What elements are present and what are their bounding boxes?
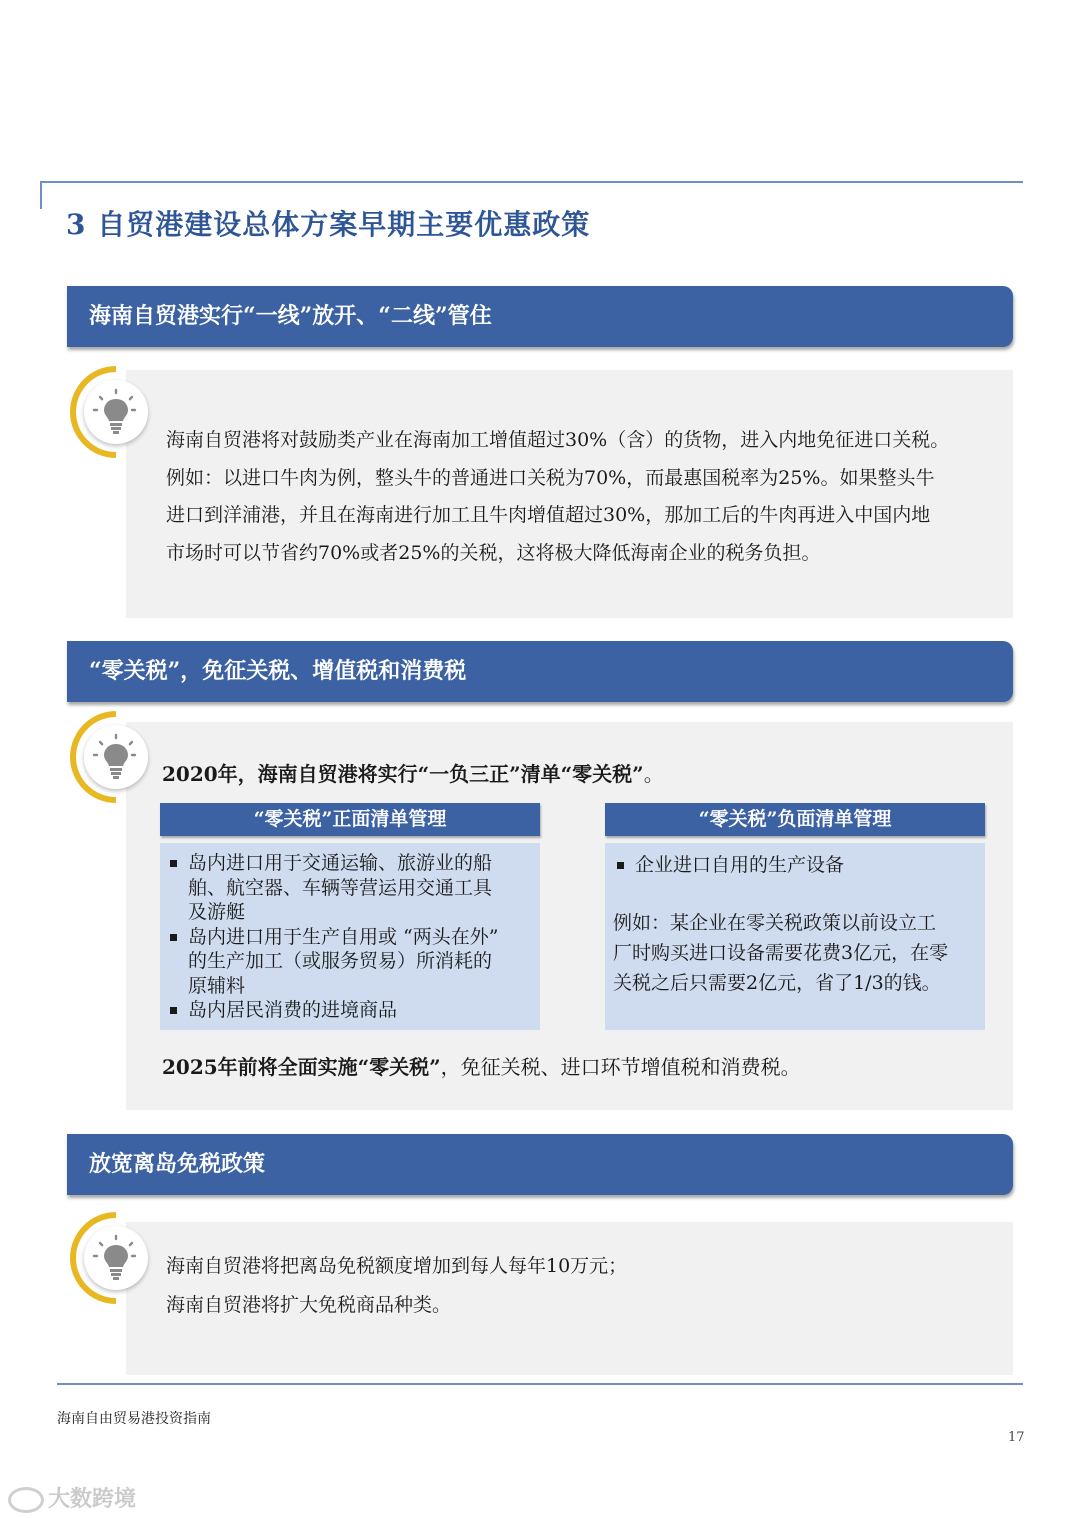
top-divider-tick [40, 181, 42, 209]
positive-item-2: 岛内进口用于生产自用或 “两头在外” 的生产加工（或服务贸易）所消耗的 原辅料 [166, 925, 530, 999]
block1-text [166, 422, 949, 572]
section-title: 3 自贸港建设总体方案早期主要优惠政策 [66, 208, 591, 241]
block2-intro-tail: 。 [643, 762, 664, 786]
lightbulb-icon [92, 1234, 140, 1282]
block2-closing-bold: 2025年前将全面实施“零关税” [162, 1055, 441, 1079]
block2-intro [162, 758, 664, 787]
block1-bulb [70, 366, 150, 466]
watermark-text: 大数跨境 [48, 1487, 137, 1512]
block1-line-3: 进口到洋浦港，并且在海南进行加工且牛肉增值超过30%，那加工后的牛肉再进入中国内地 [166, 504, 931, 526]
block2-closing [162, 1051, 801, 1080]
block2-intro-bold: 2020年，海南自贸港将实行“一负三正”清单“零关税” [162, 762, 644, 786]
watermark-logo-icon [8, 1487, 44, 1513]
block1-line-1: 海南自贸港将对鼓励类产业在海南加工增值超过30%（含）的货物，进入内地免征进口关税。 [166, 429, 950, 451]
negative-item-1: 企业进口自用的生产设备 [613, 853, 975, 878]
block3-header: 放宽离岛免税政策 [67, 1134, 1013, 1195]
lightbulb-icon [92, 733, 140, 781]
block2-closing-tail: ，免征关税、进口环节增值税和消费税。 [440, 1055, 801, 1079]
block3-bulb [70, 1212, 150, 1312]
block1-line-4: 市场时可以节省约70%或者25%的关税，这将极大降低海南企业的税务负担。 [166, 541, 821, 564]
watermark [8, 1482, 136, 1513]
page-number: 17 [1008, 1430, 1025, 1445]
positive-item-3: 岛内居民消费的进境商品 [166, 998, 530, 1023]
block2-header: “零关税”，免征关税、增值税和消费税 [67, 641, 1013, 702]
top-divider [40, 181, 1023, 183]
footer-divider [57, 1383, 1023, 1385]
positive-list-title: “零关税”正面清单管理 [160, 803, 540, 836]
block3-text [166, 1247, 627, 1325]
positive-list [160, 843, 540, 1030]
block3-line-1: 海南自贸港将把离岛免税额度增加到每人每年10万元； [166, 1255, 628, 1277]
footer-title: 海南自由贸易港投资指南 [57, 1411, 211, 1427]
block1-line-2: 例如：以进口牛肉为例，整头牛的普通进口关税为70%，而最惠国税率为25%。如果整头牛 [166, 466, 935, 489]
negative-example: 例如：某企业在零关税政策以前设立工 厂时购买进口设备需要花费3亿元，在零 关税之后只需要2亿元，省了1/3的钱。 [613, 911, 949, 994]
block1-header: 海南自贸港实行“一线”放开、“二线”管住 [67, 286, 1013, 347]
positive-item-1: 岛内进口用于交通运输、旅游业的船 舶、航空器、车辆等营运用交通工具 及游艇 [166, 851, 530, 925]
lightbulb-icon [92, 388, 140, 436]
block3-line-2: 海南自贸港将扩大免税商品种类。 [166, 1294, 452, 1316]
block2-bulb [70, 711, 150, 811]
negative-list [605, 843, 985, 1030]
negative-list-title: “零关税”负面清单管理 [605, 803, 985, 836]
